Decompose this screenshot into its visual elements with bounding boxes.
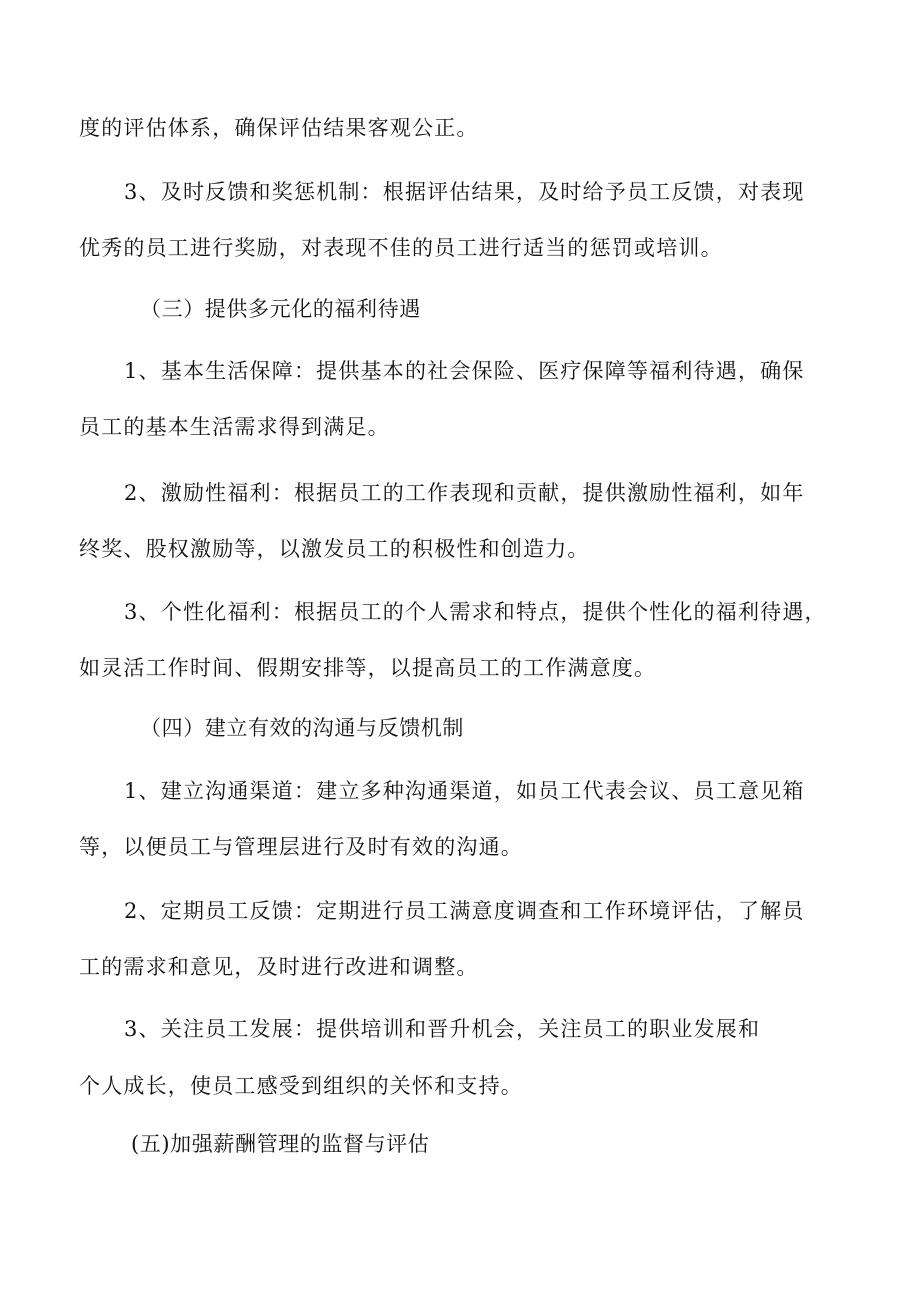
paragraph-line: 2、定期员工反馈：定期进行员工满意度调查和工作环境评估，了解员: [124, 899, 805, 923]
paragraph-line: 优秀的员工进行奖励，对表现不佳的员工进行适当的惩罚或培训。: [79, 236, 723, 260]
paragraph-line: 1、基本生活保障：提供基本的社会保险、医疗保障等福利待遇，确保: [124, 359, 805, 383]
section-heading: （三）提供多元化的福利待遇: [140, 297, 421, 321]
paragraph-line: 2、激励性福利：根据员工的工作表现和贡献，提供激励性福利，如年: [124, 481, 805, 505]
paragraph-line: 等，以便员工与管理层进行及时有效的沟通。: [79, 835, 523, 859]
paragraph-line: 个人成长，使员工感受到组织的关怀和支持。: [79, 1074, 523, 1098]
paragraph-line: 3、关注员工发展：提供培训和晋升机会，关注员工的职业发展和: [124, 1017, 761, 1041]
paragraph-line: 员工的基本生活需求得到满足。: [79, 415, 390, 439]
paragraph-line: 如灵活工作时间、假期安排等，以提高员工的工作满意度。: [79, 656, 657, 680]
paragraph-line: 1、建立沟通渠道：建立多种沟通渠道，如员工代表会议、员工意见箱: [124, 779, 805, 803]
section-heading: (五)加强薪酬管理的监督与评估: [131, 1132, 430, 1156]
paragraph-line: 3、及时反馈和奖惩机制：根据评估结果，及时给予员工反馈，对表现: [124, 180, 805, 204]
paragraph-line: 3、个性化福利：根据员工的个人需求和特点，提供个性化的福利待遇，: [124, 600, 827, 624]
section-heading: （四）建立有效的沟通与反馈机制: [140, 716, 464, 740]
paragraph-line: 终奖、股权激励等，以激发员工的积极性和创造力。: [79, 537, 590, 561]
paragraph-line: 工的需求和意见，及时进行改进和调整。: [79, 955, 479, 979]
paragraph-line: 度的评估体系，确保评估结果客观公正。: [79, 116, 479, 140]
